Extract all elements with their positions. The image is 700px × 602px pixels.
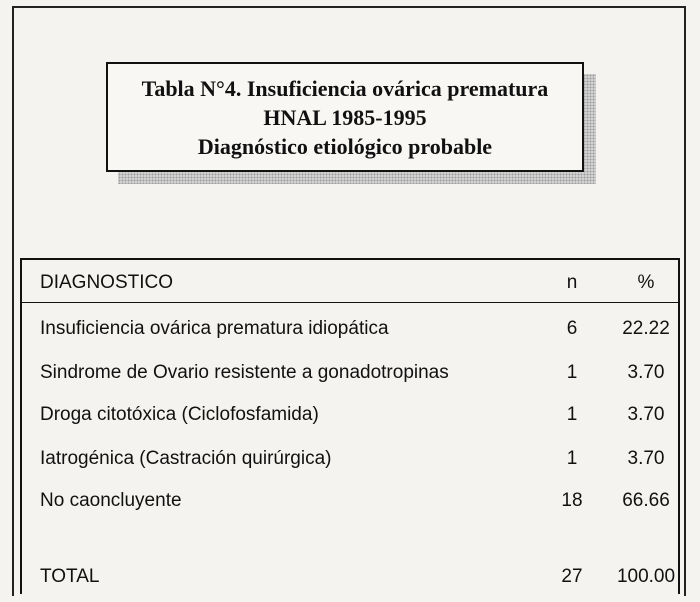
row-n: 1	[566, 362, 578, 383]
table-row	[22, 440, 678, 476]
row-percent: 3.70	[627, 362, 665, 383]
diagnosis-table	[20, 258, 680, 594]
total-percent: 100.00	[616, 566, 676, 587]
title-line-3: Diagnóstico etiológico probable	[197, 133, 493, 159]
header-percent: %	[637, 272, 655, 293]
table-row	[22, 310, 678, 346]
total-label: TOTAL	[40, 566, 100, 587]
title-line-1: Tabla N°4. Insuficiencia ovárica prematura	[141, 75, 549, 101]
total-n: 27	[561, 566, 583, 587]
header-divider	[22, 302, 678, 303]
table-row	[22, 396, 678, 432]
row-percent: 22.22	[622, 318, 670, 339]
row-diagnostico: Insuficiencia ovárica prematura idiopática	[40, 318, 389, 339]
header-n: n	[566, 272, 578, 293]
row-diagnostico: Sindrome de Ovario resistente a gonadotropinas	[40, 362, 449, 383]
table-row	[22, 482, 678, 518]
row-percent: 66.66	[622, 490, 670, 511]
title-line-2: HNAL 1985-1995	[263, 104, 427, 130]
table-header-row	[22, 264, 678, 300]
row-n: 1	[566, 404, 578, 425]
row-diagnostico: Iatrogénica (Castración quirúrgica)	[40, 448, 332, 469]
table-row	[22, 354, 678, 390]
row-diagnostico: No caoncluyente	[40, 490, 182, 511]
table-total-row	[22, 558, 678, 594]
row-percent: 3.70	[627, 404, 665, 425]
row-n: 18	[561, 490, 583, 511]
table-title-box	[106, 62, 584, 172]
row-diagnostico: Droga citotóxica (Ciclofosfamida)	[40, 404, 319, 425]
row-n: 1	[566, 448, 578, 469]
row-n: 6	[566, 318, 578, 339]
header-diagnostico: DIAGNOSTICO	[40, 272, 174, 293]
row-percent: 3.70	[627, 448, 665, 469]
